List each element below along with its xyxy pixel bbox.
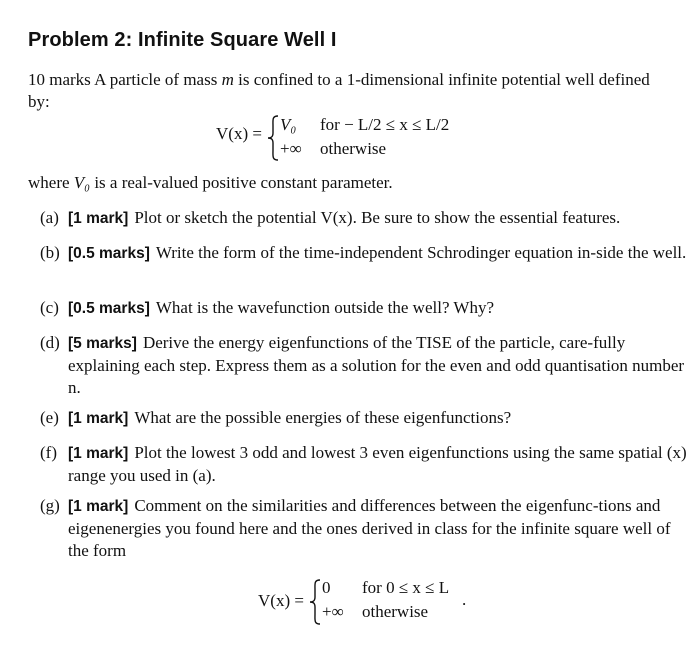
intro-text-b: is confined to a 1-dimensional infinite potential well defined by: xyxy=(28,70,650,111)
row2-condition: otherwise xyxy=(320,139,387,158)
item-heading: [1 mark] xyxy=(68,210,129,227)
item-text: Write the form of the time-independent Schrodinger equation in-side the well. xyxy=(155,243,687,262)
equation-lhs: V(x) = xyxy=(216,124,262,143)
problem-title: Problem 2: Infinite Square Well I xyxy=(28,29,337,51)
intro-paragraph xyxy=(28,69,668,113)
item-heading: [1 mark] xyxy=(68,445,129,462)
row1-condition: for 0 ≤ x ≤ L xyxy=(362,578,450,597)
item-label: (a) xyxy=(40,208,59,227)
where-text-b: is a real-valued positive constant parameter. xyxy=(90,173,393,192)
item-heading: [1 mark] xyxy=(68,410,129,427)
row2-value: +∞ xyxy=(280,139,302,158)
item-text: Plot the lowest 3 odd and lowest 3 even eigenfunctions using the same spatial (x) range you used in (a). xyxy=(68,443,687,485)
intro-text-a: A particle of mass xyxy=(90,70,222,89)
left-brace-icon xyxy=(266,114,280,162)
equation-period: . xyxy=(462,590,467,609)
item-text: What are the possible energies of these eigenfunctions? xyxy=(134,408,512,427)
item-text: Derive the energy eigenfunctions of the TISE of the particle, care-fully explaining each step. Express them as a solution for the even and odd quantisation number n. xyxy=(68,333,685,397)
v0-variable: V₀ xyxy=(73,173,91,192)
marks-label: 10 marks xyxy=(28,70,91,89)
row1-value: 0 xyxy=(322,578,331,597)
item-text: Plot or sketch the potential V(x). Be sure to show the essential features. xyxy=(134,208,621,227)
where-line xyxy=(28,172,393,194)
item-text: Comment on the similarities and differences between the eigenfunc-tions and eigenenergies you found here and the ones derived in class for the infinite square well of the form xyxy=(68,496,671,560)
equation-lhs: V(x) = xyxy=(258,591,304,610)
row1-condition: for − L/2 ≤ x ≤ L/2 xyxy=(320,115,450,134)
item-label: (f) xyxy=(40,443,57,462)
item-label: (b) xyxy=(40,243,60,262)
where-text-a: where xyxy=(28,173,74,192)
item-text: What is the wavefunction outside the well? Why? xyxy=(155,298,495,317)
item-label: (c) xyxy=(40,298,59,317)
mass-variable: m xyxy=(221,70,234,89)
left-brace-icon xyxy=(308,578,322,626)
item-label: (g) xyxy=(40,496,60,515)
item-heading: [1 mark] xyxy=(68,498,129,515)
row2-value: +∞ xyxy=(322,602,344,621)
row1-value: V₀ xyxy=(280,115,297,134)
item-heading: [5 marks] xyxy=(68,335,137,352)
item-label: (d) xyxy=(40,333,60,352)
row2-condition: otherwise xyxy=(362,602,429,621)
item-heading: [0.5 marks] xyxy=(68,300,150,317)
item-heading: [0.5 marks] xyxy=(68,245,150,262)
item-label: (e) xyxy=(40,408,59,427)
